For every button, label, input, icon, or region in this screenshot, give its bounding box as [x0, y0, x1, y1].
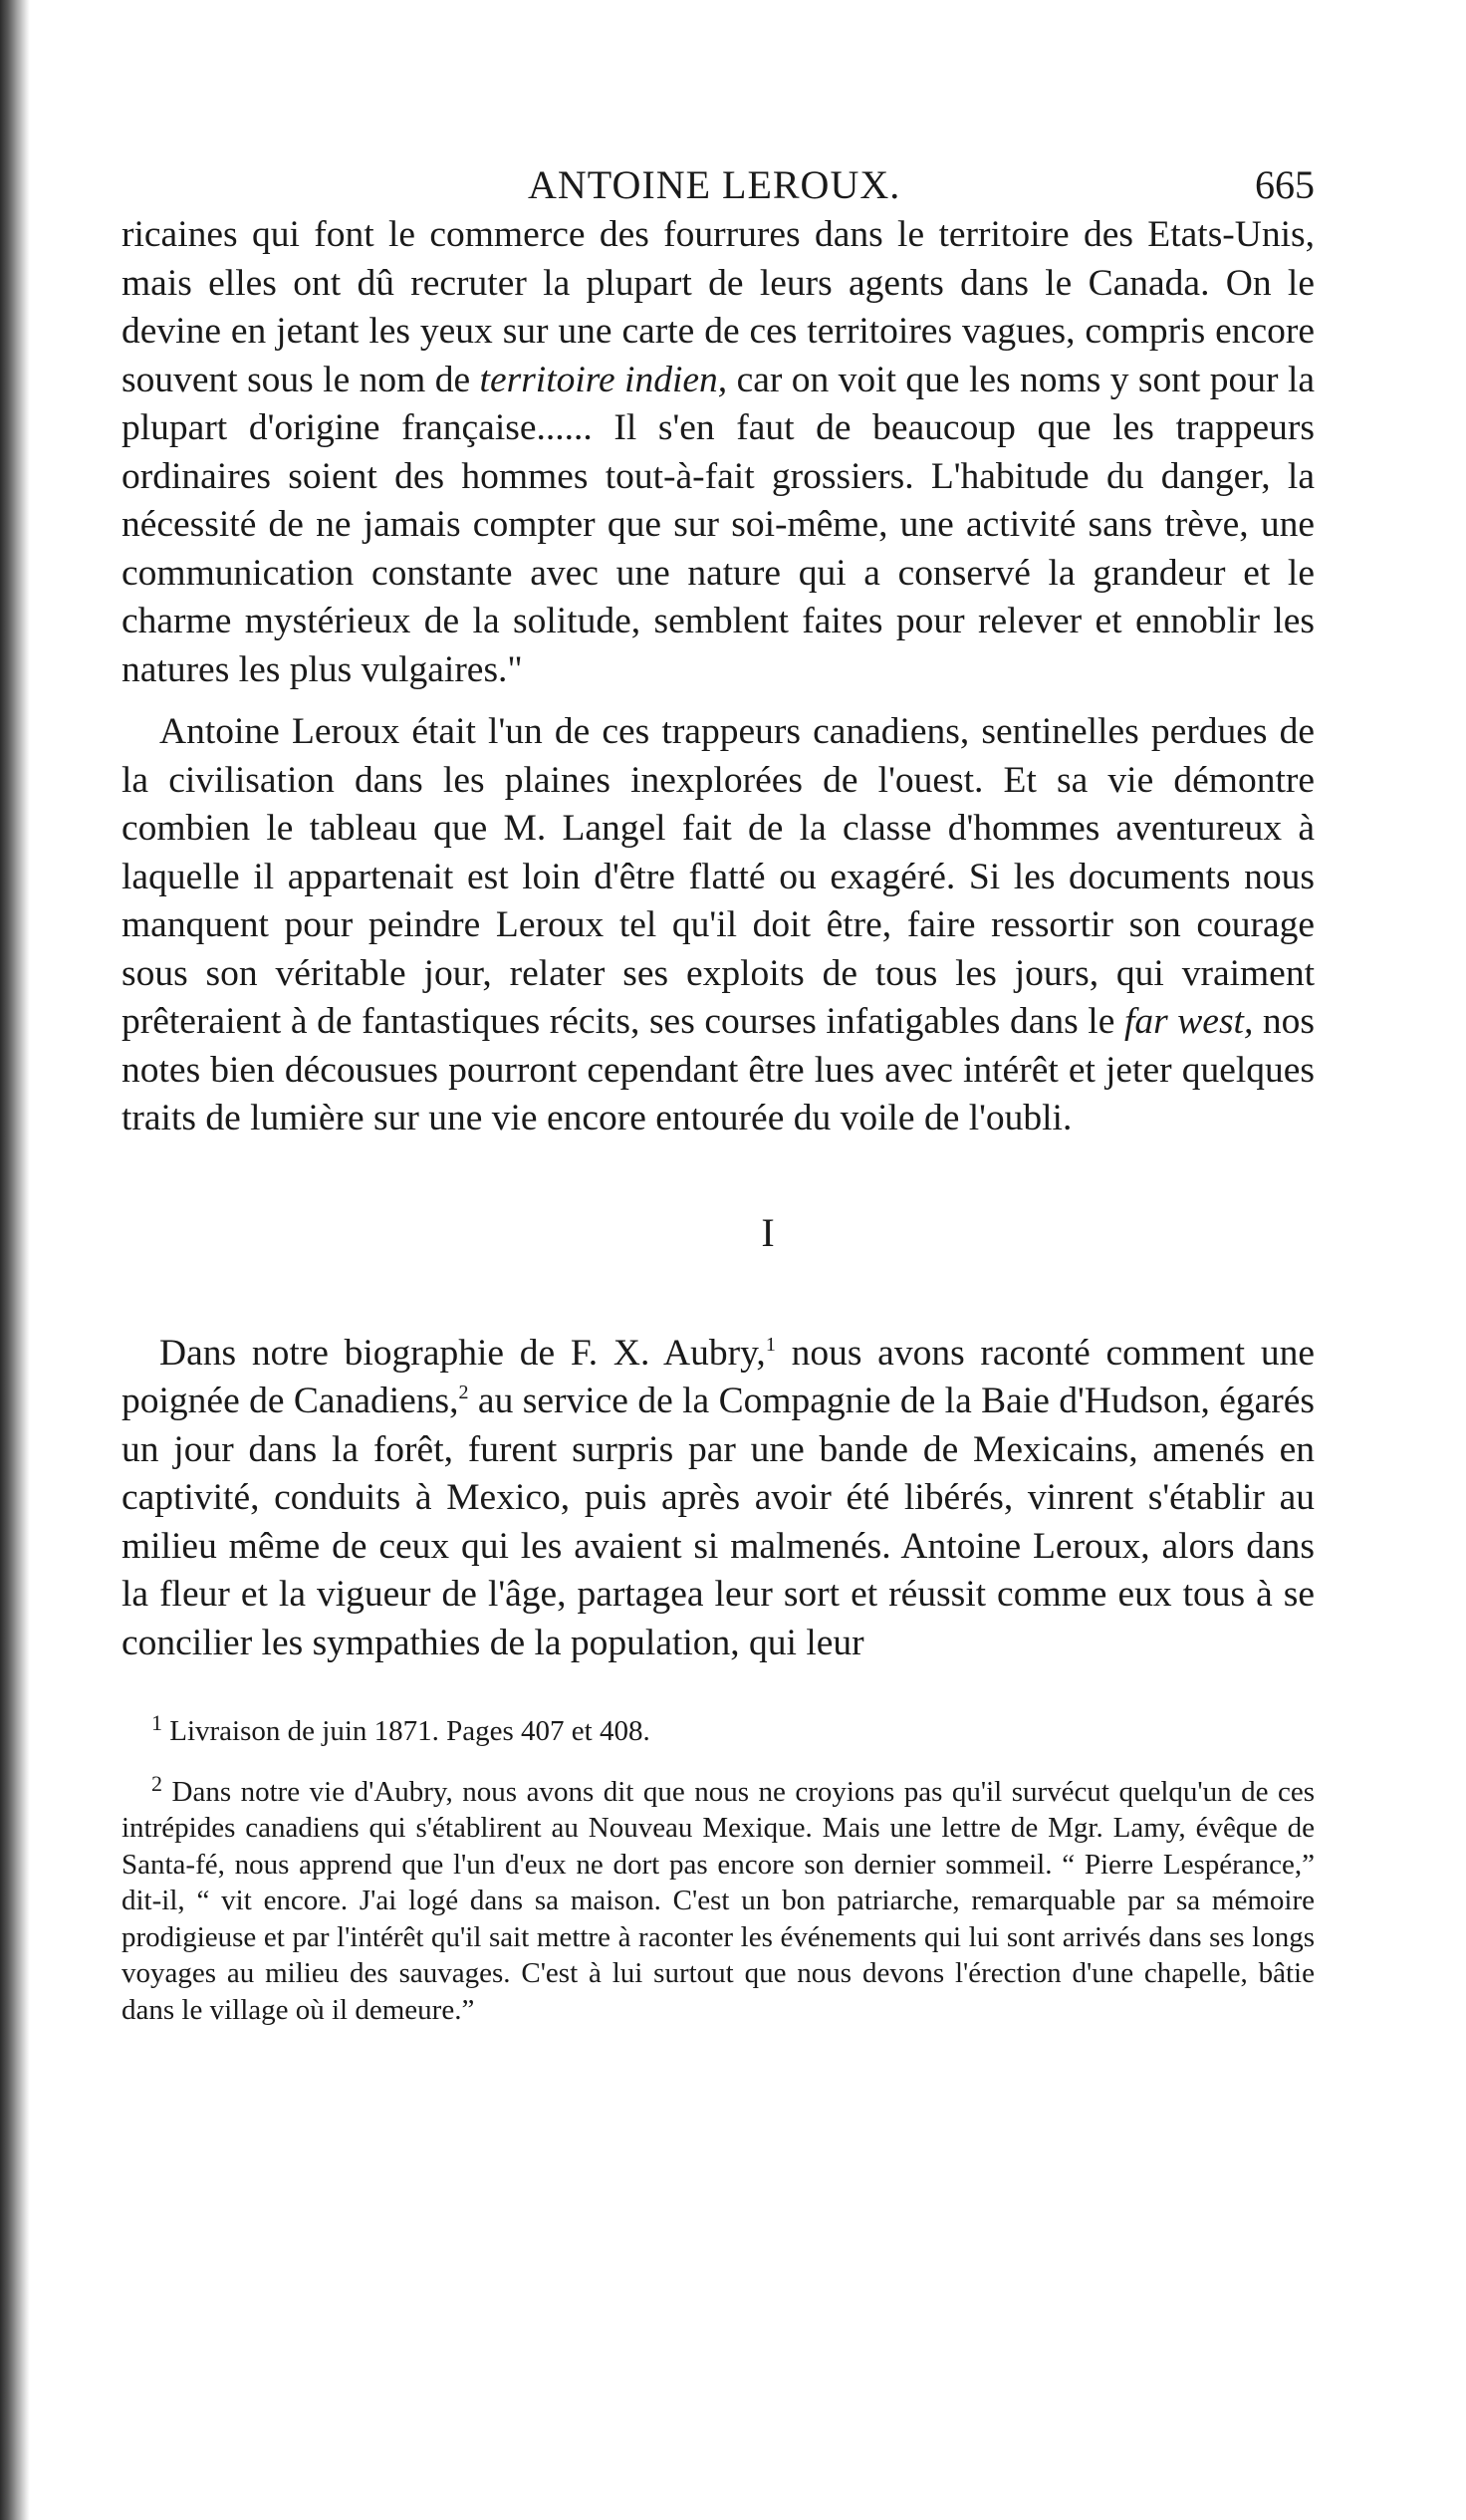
paragraph-continued	[122, 211, 1315, 694]
paragraph-leroux	[122, 708, 1315, 1143]
running-head: ANTOINE LEROUX.	[528, 162, 901, 207]
paragraph-section-one	[122, 1330, 1315, 1668]
paragraph-text: car on voit que les noms y sont pour la plupart d'origine française...... Il s'en faut de beaucoup que les trappeurs ordinaires soient des hommes tout-à-fait grossiers. L'habitude du danger, la nécessité de ne jamais compter que sur soi-même, une activité sans trève, une communication constante avec une nature qui a conservé la grandeur et le charme mystérieux de la solitude, semblent faites pour relever et ennoblir les natures les plus vulgaires."	[122, 359, 1316, 690]
italic-phrase: far west,	[1123, 1001, 1254, 1042]
footnote-ref-1[interactable]: 1	[765, 1333, 776, 1356]
page-body	[122, 211, 1315, 2028]
paragraph-text: nos notes bien décousues pourront cependant être lues avec intérêt et jeter quelques traits de lumière sur une vie encore entourée du voile de l'oubli.	[122, 1001, 1316, 1138]
italic-phrase: territoire indien,	[479, 359, 728, 400]
footnote-text: Livraison de juin 1871. Pages 407 et 408.	[169, 1715, 650, 1747]
footnotes	[122, 1705, 1315, 2028]
footnote-text: Dans notre vie d'Aubry, nous avons dit que nous ne croyions pas qu'il survécut quelqu'un de ces intrépides canadiens qui s'établirent au Nouveau Mexique. Mais une lettre de Mgr. Lamy, évêque de Santa-fé, nous apprend que l'un d'eux ne dort pas encore son dernier sommeil. “ Pierre Lespérance,” dit-il, “ vit encore. J'ai logé dans sa maison. C'est un bon patriarche, remarquable par sa mémoire prodigieuse et par l'intérêt qu'il sait mettre à raconter les événements qui lui sont arrivés dans ses longs voyages au milieu des sauvages. C'est à lui surtout que nous devons l'érection d'une chapelle, bâtie dans le village où il demeure.”	[122, 1775, 1315, 2026]
paragraph-text: Antoine Leroux était l'un de ces trappeurs canadiens, sentinelles perdues de la civilisation dans les plaines inexplorées de l'ouest. Et sa vie démontre combien le tableau que M. Langel fait de la classe d'hommes aventureux à laquelle il appartenait est loin d'être flatté ou exagéré. Si les documents nous manquent pour peindre Leroux tel qu'il doit être, faire ressortir son courage sous son véritable jour, relater ses exploits de tous les jours, qui vraiment prêteraient à de fantastiques récits, ses courses infatigables dans le	[122, 711, 1315, 1042]
footnote-1	[122, 1705, 1315, 1750]
footnote-ref-2[interactable]: 2	[458, 1382, 469, 1403]
page-number: 665	[1255, 162, 1315, 207]
paragraph-text: au service de la Compagnie de la Baie d'Hudson, égarés un jour dans la forêt, furent surpris par une bande de Mexicains, amenés en captivité, conduits à Mexico, puis après avoir été libérés, vinrent s'établir au milieu même de ceux qui les avaient si malmenés. Antoine Leroux, alors dans la fleur et la vigueur de l'âge, partagea leur sort et réussit comme eux tous à se concilier les sympathies de la population, qui leur	[122, 1381, 1316, 1663]
paragraph-text: ricaines qui font le commerce des fourrures dans le territoire des Etats-Unis, mais elles ont dû recruter la plupart de leurs agents dans le Canada. On le devine en jetant les yeux sur une carte de ces territoires vagues, compris encore souvent sous le nom de	[122, 214, 1315, 400]
paragraph-text: nous avons raconté comment une poignée de Canadiens,	[122, 1332, 1315, 1421]
footnote-mark: 2	[151, 1770, 162, 1796]
footnote-mark: 1	[151, 1710, 162, 1735]
section-heading: I	[761, 1209, 775, 1255]
page-header	[120, 149, 1315, 219]
page-binding-edge	[0, 0, 30, 2520]
footnote-2	[122, 1766, 1315, 2029]
paragraph-text: Dans notre biographie de F. X. Aubry,	[159, 1332, 766, 1374]
